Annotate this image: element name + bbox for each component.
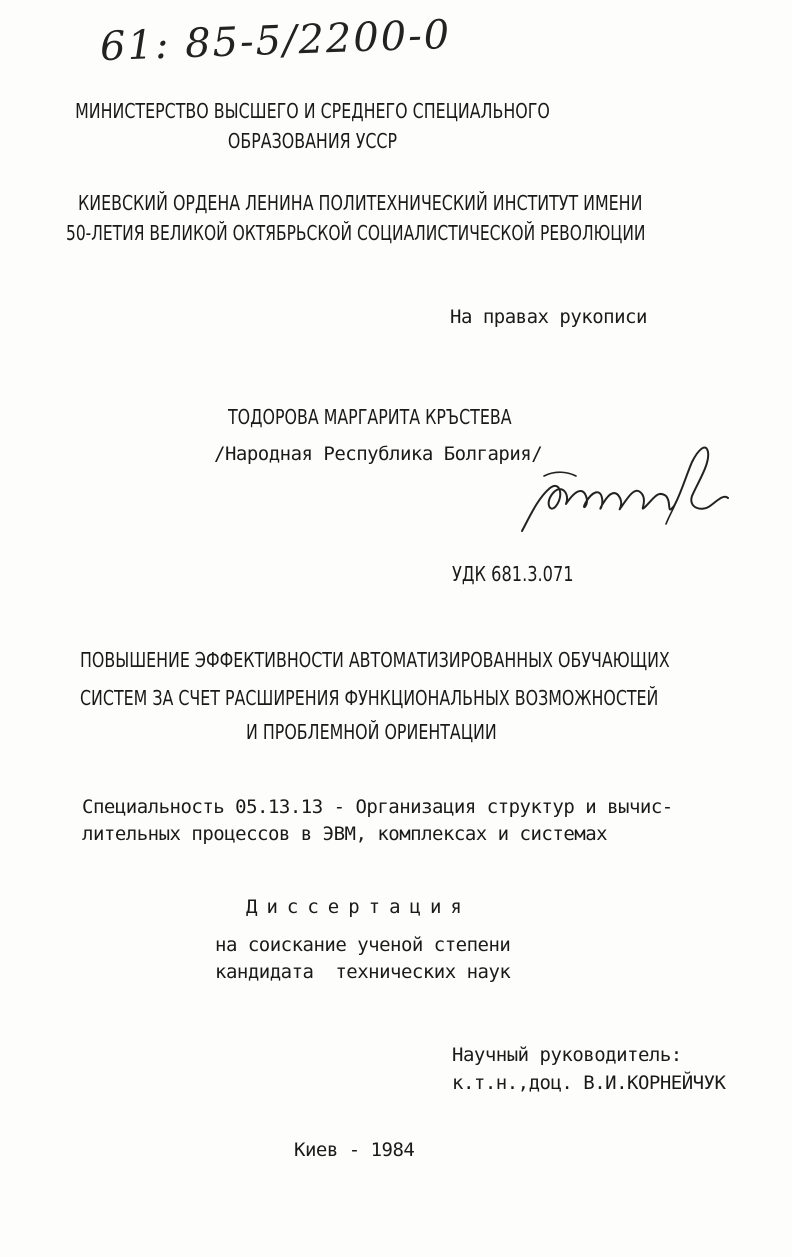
handwritten-archive-number: 61: 85-5/2200-0: [99, 11, 452, 71]
dissertation-heading: Диссертация: [246, 896, 471, 918]
udk-code: УДК 681.3.071: [452, 562, 574, 586]
ministry-line-1: МИНИСТЕРСТВО ВЫСШЕГО И СРЕДНЕГО СПЕЦИАЛЬНОГО: [75, 99, 550, 123]
dissertation-title-line-1: ПОВЫШЕНИЕ ЭФФЕКТИВНОСТИ АВТОМАТИЗИРОВАННЫХ ОБУЧАЮЩИХ: [80, 648, 670, 672]
degree-line-1: на соискание ученой степени: [215, 934, 511, 956]
institute-line-2: 50-ЛЕТИЯ ВЕЛИКОЙ ОКТЯБРЬСКОЙ СОЦИАЛИСТИЧЕСКОЙ РЕВОЛЮЦИИ: [66, 221, 646, 245]
institute-line-1: КИЕВСКИЙ ОРДЕНА ЛЕНИНА ПОЛИТЕХНИЧЕСКИЙ ИНСТИТУТ ИМЕНИ: [78, 191, 643, 215]
author-name: ТОДОРОВА МАРГАРИТА КРЪСТЕВА: [228, 405, 512, 429]
author-country: /Народная Республика Болгария/: [214, 443, 543, 465]
manuscript-rights-note: На правах рукописи: [450, 306, 647, 328]
specialty-line-1: Специальность 05.13.13 - Организация структур и вычис-: [82, 796, 673, 818]
specialty-line-2: лительных процессов в ЭВМ, комплексах и системах: [82, 823, 608, 845]
dissertation-title-line-2: СИСТЕМ ЗА СЧЕТ РАСШИРЕНИЯ ФУНКЦИОНАЛЬНЫХ ВОЗМОЖНОСТЕЙ: [80, 686, 659, 710]
dissertation-title-line-3: И ПРОБЛЕМНОЙ ОРИЕНТАЦИИ: [246, 720, 497, 744]
ministry-line-2: ОБРАЗОВАНИЯ УССР: [227, 129, 398, 153]
place-and-year: Киев - 1984: [294, 1139, 415, 1161]
degree-line-2: кандидата технических наук: [215, 961, 511, 983]
author-signature: [516, 436, 736, 536]
supervisor-label: Научный руководитель:: [452, 1044, 682, 1066]
supervisor-name: к.т.н.,доц. В.И.КОРНЕЙЧУК: [452, 1072, 726, 1094]
